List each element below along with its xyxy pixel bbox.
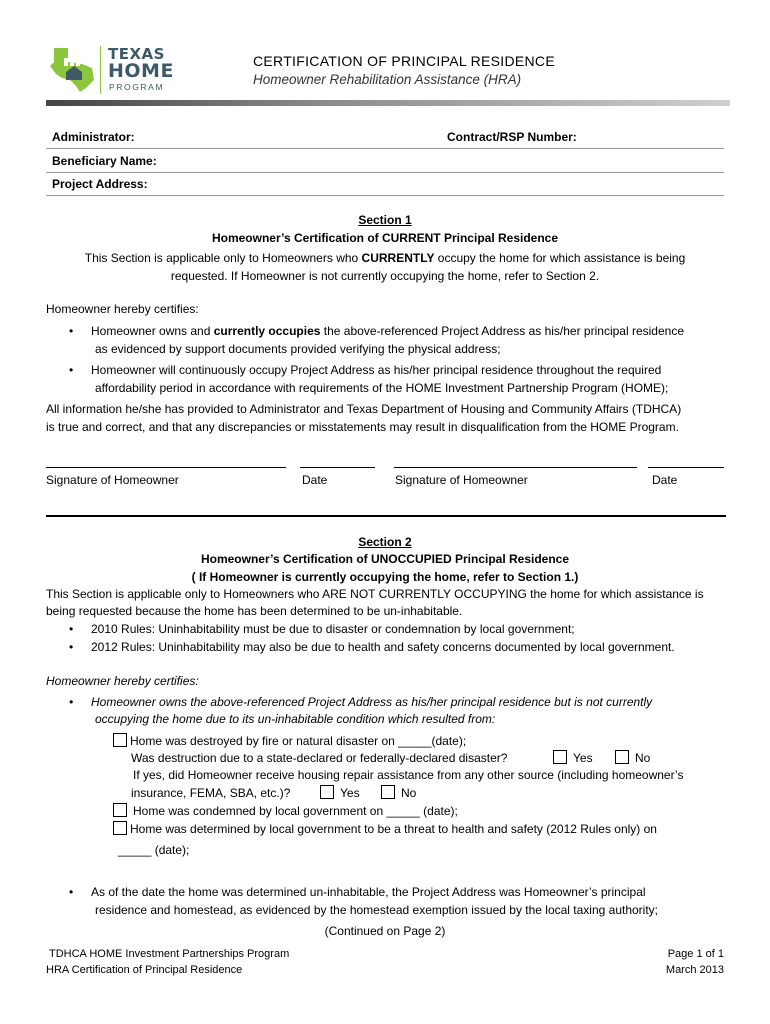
opt-destroyed — [113, 733, 466, 748]
logo — [48, 44, 174, 96]
section1-intro — [0, 251, 770, 265]
declared-no-label: No — [635, 751, 651, 765]
declared-yes — [553, 750, 593, 765]
logo-program: PROGRAM — [109, 82, 165, 92]
section1-intro-a: This Section is applicable only to Homeowners who — [84, 251, 362, 265]
condemned-checkbox[interactable] — [113, 803, 127, 817]
q-assist1: If yes, did Homeowner receive housing repair assistance from any other source (including homeowner’s — [133, 768, 684, 782]
date2-label: Date — [652, 473, 678, 487]
beneficiary-field-line[interactable] — [46, 172, 724, 173]
footer-date: March 2013 — [665, 964, 724, 976]
contract-label: Contract/RSP Number: — [447, 130, 577, 144]
section2-intro1: This Section is applicable only to Homeowners who ARE NOT CURRENTLY OCCUPYING the home for which assistance is — [46, 587, 704, 601]
texas-map-icon — [48, 44, 96, 94]
signature2-line[interactable] — [394, 467, 637, 468]
beneficiary-label: Beneficiary Name: — [52, 154, 157, 168]
section2-b1-b: occupying the home due to its un-inhabitable condition which resulted from: — [95, 712, 496, 726]
section2-bullet2: • As of the date the home was determined un-inhabitable, the Project Address was Homeowner’s principal — [91, 885, 646, 899]
continued-note: (Continued on Page 2) — [324, 924, 446, 938]
threat-label: Home was determined by local government to be a threat to health and safety (2012 Rules only) on — [130, 822, 657, 836]
section2-intro2: being requested because the home has been determined to be un-inhabitable. — [46, 604, 463, 618]
header-bar — [46, 100, 730, 106]
assist-yes — [320, 785, 360, 800]
logo-divider — [100, 46, 101, 94]
section1-p1: All information he/she has provided to Administrator and Texas Department of Housing and Community Affairs (TDHCA) — [46, 402, 682, 416]
date2-line[interactable] — [648, 467, 724, 468]
section2-certifies: Homeowner hereby certifies: — [46, 674, 199, 688]
section2-heading: Section 2 — [358, 535, 412, 549]
section1-subheading: Homeowner’s Certification of CURRENT Principal Residence — [211, 231, 559, 245]
section1-intro-d: requested. If Homeowner is not currently occupying the home, refer to Section 2. — [170, 269, 600, 283]
date1-line[interactable] — [300, 467, 375, 468]
administrator-field-line[interactable] — [46, 148, 724, 149]
section1-b1-d: as evidenced by support documents provided verifying the physical address; — [95, 342, 501, 356]
q-declared: Was destruction due to a state-declared or federally-declared disaster? — [131, 751, 508, 765]
rules-2012: • 2012 Rules: Uninhabitability may also be due to health and safety concerns documented by local government. — [91, 640, 675, 654]
section1-b2-b: affordability period in accordance with requirements of the HOME Investment Partnership Program (HOME); — [95, 381, 669, 395]
destroyed-checkbox[interactable] — [113, 733, 127, 747]
section1-intro-b: CURRENTLY — [361, 251, 435, 265]
section-divider — [46, 515, 726, 517]
address-label: Project Address: — [52, 177, 148, 191]
section1-intro-c: occupy the home for which assistance is being — [434, 251, 686, 265]
opt-threat — [113, 821, 657, 836]
destroyed-label: Home was destroyed by fire or natural disaster on _____(date); — [130, 734, 467, 748]
threat-date: _____ (date); — [118, 843, 190, 857]
footer-left1: TDHCA HOME Investment Partnerships Program — [49, 948, 290, 960]
page-subtitle: Homeowner Rehabilitation Assistance (HRA) — [253, 72, 522, 87]
administrator-label: Administrator: — [52, 130, 135, 144]
section2-b2-b: residence and homestead, as evidenced by the homestead exemption issued by the local taxing authority; — [95, 903, 659, 917]
footer-left2: HRA Certification of Principal Residence — [46, 964, 243, 976]
section2-note: ( If Homeowner is currently occupying the home, refer to Section 1.) — [191, 570, 579, 584]
section1-b1-a: Homeowner owns and — [91, 324, 214, 338]
assist-no — [381, 785, 416, 800]
signature1-line[interactable] — [46, 467, 286, 468]
section1-p2: is true and correct, and that any discrepancies or misstatements may result in disqualification from the HOME Program. — [46, 420, 679, 434]
section2-bullet1: • Homeowner owns the above-referenced Project Address as his/her principal residence but is not currently — [91, 695, 652, 709]
logo-home: HOME — [108, 60, 174, 82]
section1-b1-c: the above-referenced Project Address as his/her principal residence — [320, 324, 684, 338]
threat-checkbox[interactable] — [113, 821, 127, 835]
condemned-label: Home was condemned by local government on _____ (date); — [133, 804, 458, 818]
assist-no-label: No — [401, 786, 417, 800]
declared-yes-checkbox[interactable] — [553, 750, 567, 764]
declared-yes-label: Yes — [573, 751, 593, 765]
assist-yes-label: Yes — [340, 786, 360, 800]
section1-b1-b: currently occupies — [213, 324, 321, 338]
declared-no-checkbox[interactable] — [615, 750, 629, 764]
signature1-label: Signature of Homeowner — [46, 473, 179, 487]
section2-subheading: Homeowner’s Certification of UNOCCUPIED Principal Residence — [200, 552, 570, 566]
q-assist2: insurance, FEMA, SBA, etc.)? — [131, 786, 291, 800]
page-title: CERTIFICATION OF PRINCIPAL RESIDENCE — [253, 53, 555, 69]
section1-heading: Section 1 — [358, 213, 412, 227]
logo-texas: TEXAS — [108, 45, 165, 63]
footer-page: Page 1 of 1 — [667, 948, 724, 960]
assist-no-checkbox[interactable] — [381, 785, 395, 799]
section1-certifies: Homeowner hereby certifies: — [46, 302, 199, 316]
section1-bullet2: • Homeowner will continuously occupy Project Address as his/her principal residence throughout the required — [91, 363, 661, 377]
opt-condemned — [113, 803, 458, 818]
section1-bullet1 — [91, 324, 684, 338]
address-field-line[interactable] — [46, 195, 724, 196]
rules-2010: • 2010 Rules: Uninhabitability must be due to disaster or condemnation by local government; — [91, 622, 575, 636]
assist-yes-checkbox[interactable] — [320, 785, 334, 799]
signature2-label: Signature of Homeowner — [395, 473, 528, 487]
declared-no — [615, 750, 650, 765]
date1-label: Date — [302, 473, 328, 487]
